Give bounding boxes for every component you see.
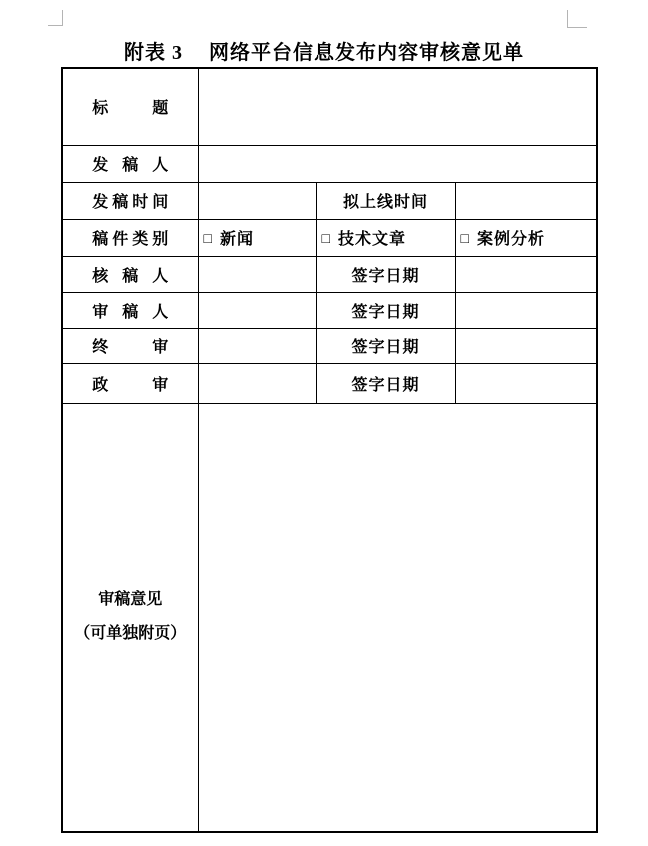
page-title-main: 网络平台信息发布内容审核意见单	[209, 42, 524, 64]
label-submitter: 发 稿 人	[62, 145, 198, 182]
category-option-case-analysis-label: 案例分析	[476, 231, 545, 248]
reviewer-sign-date-field[interactable]	[455, 292, 597, 328]
table-row	[62, 403, 597, 832]
label-sign-date: 签字日期	[316, 256, 455, 292]
submitter-field[interactable]	[198, 145, 597, 182]
category-option-tech-article-label: 技术文章	[337, 231, 406, 248]
label-title: 标 题	[62, 68, 198, 145]
label-political-review: 政 审	[62, 363, 198, 403]
table-row	[62, 145, 597, 182]
label-review-opinion	[62, 403, 198, 832]
checker-field[interactable]	[198, 256, 316, 292]
label-planned-online-time: 拟上线时间	[316, 182, 455, 219]
political-review-field[interactable]	[198, 363, 316, 403]
page-title	[0, 36, 648, 65]
checker-sign-date-field[interactable]	[455, 256, 597, 292]
review-opinion-field[interactable]	[198, 403, 597, 832]
reviewer-field[interactable]	[198, 292, 316, 328]
label-final-review: 终 审	[62, 328, 198, 363]
text-boundary-corner-left-icon	[48, 10, 63, 26]
final-review-sign-date-field[interactable]	[455, 328, 597, 363]
planned-online-time-field[interactable]	[455, 182, 597, 219]
submit-time-field[interactable]	[198, 182, 316, 219]
page-title-prefix: 附表 3	[124, 42, 183, 64]
label-review-opinion-line1: 审稿意见	[98, 591, 163, 609]
category-option-case-analysis[interactable]	[455, 219, 597, 256]
checkbox-unchecked-icon[interactable]: □	[203, 232, 213, 247]
label-sign-date: 签字日期	[316, 363, 455, 403]
final-review-field[interactable]	[198, 328, 316, 363]
label-category: 稿件类别	[62, 219, 198, 256]
label-checker: 核 稿 人	[62, 256, 198, 292]
table-row	[62, 68, 597, 145]
table-row	[62, 182, 597, 219]
table-row	[62, 328, 597, 363]
table-row	[62, 256, 597, 292]
label-sign-date: 签字日期	[316, 292, 455, 328]
table-row	[62, 219, 597, 256]
title-field[interactable]	[198, 68, 597, 145]
review-form-table	[61, 67, 598, 833]
checkbox-unchecked-icon[interactable]: □	[321, 232, 331, 247]
label-review-opinion-line2: （可单独附页）	[74, 625, 187, 643]
category-option-news-label: 新闻	[219, 231, 254, 248]
table-row	[62, 292, 597, 328]
political-review-sign-date-field[interactable]	[455, 363, 597, 403]
text-boundary-corner-right-icon	[567, 10, 587, 28]
label-sign-date: 签字日期	[316, 328, 455, 363]
category-option-news[interactable]	[198, 219, 316, 256]
label-reviewer: 审 稿 人	[62, 292, 198, 328]
label-submit-time: 发稿时间	[62, 182, 198, 219]
checkbox-unchecked-icon[interactable]: □	[460, 232, 470, 247]
table-row	[62, 363, 597, 403]
category-option-tech-article[interactable]	[316, 219, 455, 256]
